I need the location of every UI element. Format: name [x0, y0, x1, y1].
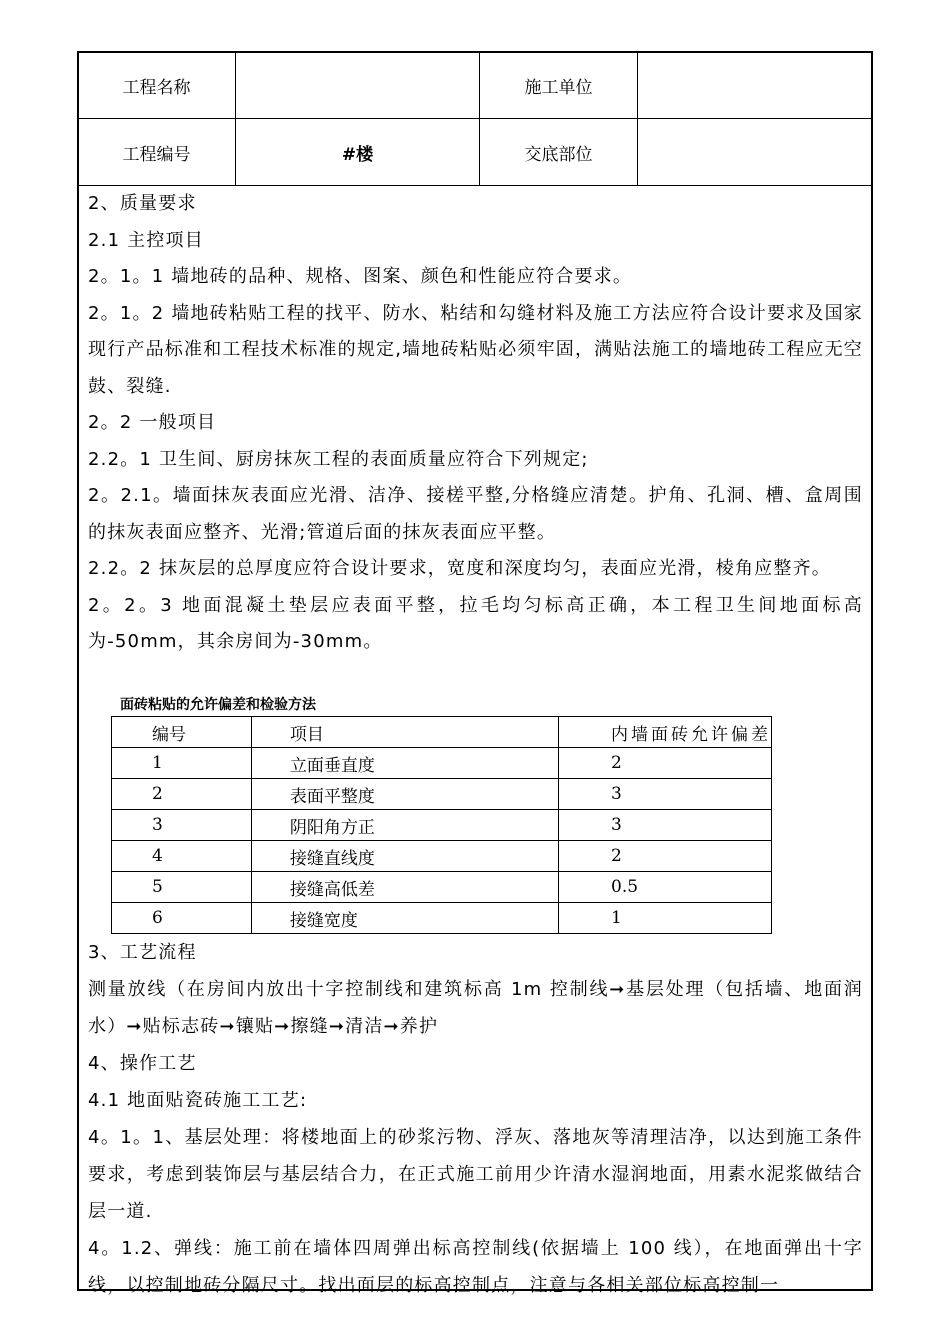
project-number-label: 工程编号	[78, 119, 236, 186]
header-row-1	[78, 52, 873, 119]
table-cell: 5	[112, 872, 252, 903]
table-cell: 立面垂直度	[251, 748, 558, 779]
table-cell: 接缝直线度	[251, 841, 558, 872]
table-cell: 6	[112, 903, 252, 934]
table-cell: 1	[559, 903, 772, 934]
deviation-table-title: 面砖粘贴的允许偏差和检验方法	[120, 697, 316, 713]
section-3-title: 3、工艺流程	[88, 942, 197, 963]
paragraph: 2。1。2 墙地砖粘贴工程的找平、防水、粘结和勾缝材料及施工方法应符合设计要求及国家现行产品标准和工程技术标准的规定,墙地砖粘贴必须牢固，满贴法施工的墙地砖工程应无空鼓、裂缝.	[88, 302, 863, 397]
paragraph: 2。2。3 地面混凝土垫层应表面平整，拉毛均匀标高正确，本工程卫生间地面标高为-50mm，其余房间为-30mm。	[88, 594, 863, 652]
table-row	[112, 872, 772, 903]
construction-unit-value	[638, 52, 873, 119]
table-cell: 0.5	[559, 872, 772, 903]
table-cell: 2	[112, 779, 252, 810]
paragraph: 测量放线（在房间内放出十字控制线和建筑标高 1m 控制线➞基层处理（包括墙、地面润水）➞贴标志砖➞镶贴➞擦缝➞清洁➞养护	[88, 979, 863, 1037]
paragraph: 2.1 主控项目	[88, 229, 204, 251]
section-2-title: 2、质量要求	[88, 193, 197, 214]
table-cell: 3	[559, 779, 772, 810]
paragraph: 2.2。2 抹灰层的总厚度应符合设计要求，宽度和深度均匀，表面应光滑，棱角应整齐。	[88, 558, 831, 579]
quality-requirements-section	[88, 186, 863, 661]
table-cell: 2	[559, 841, 772, 872]
table-row	[112, 779, 772, 810]
table-row	[112, 903, 772, 934]
paragraph: 4。1。1、基层处理：将楼地面上的砂浆污物、浮灰、落地灰等清理洁净，以达到施工条件要求，考虑到装饰层与基层结合力，在正式施工前用少许清水湿润地面，用素水泥浆做结合层一道.	[88, 1127, 863, 1222]
process-section	[88, 934, 863, 1304]
table-row	[112, 748, 772, 779]
paragraph: 4。1.2、弹线：施工前在墙体四周弹出标高控制线(依据墙上 100 线），在地面弹出十字线，以控制地砖分隔尺寸。找出面层的标高控制点，注意与各相关部位标高控制一	[88, 1238, 863, 1296]
header-cell: 内墙面砖允许偏差	[559, 717, 772, 748]
table-row	[112, 841, 772, 872]
table-cell: 接缝宽度	[251, 903, 558, 934]
table-cell: 4	[112, 841, 252, 872]
paragraph: 2。1。1 墙地砖的品种、规格、图案、颜色和性能应符合要求。	[88, 266, 633, 287]
deviation-table	[111, 716, 772, 934]
project-name-label: 工程名称	[78, 52, 236, 119]
paragraph: 2.2。1 卫生间、厨房抹灰工程的表面质量应符合下列规定;	[88, 448, 589, 470]
table-cell: 表面平整度	[251, 779, 558, 810]
deviation-table-header	[112, 717, 772, 748]
table-cell: 阴阳角方正	[251, 810, 558, 841]
section-4-title: 4、操作工艺	[88, 1053, 197, 1074]
project-number-value: #楼	[236, 119, 480, 186]
table-cell: 3	[112, 810, 252, 841]
header-cell: 项目	[251, 717, 558, 748]
paragraph: 4.1 地面贴瓷砖施工工艺:	[88, 1090, 308, 1111]
construction-unit-label: 施工单位	[480, 52, 638, 119]
table-row	[112, 810, 772, 841]
paragraph: 2。2 一般项目	[88, 412, 217, 433]
table-cell: 1	[112, 748, 252, 779]
header-table	[77, 51, 873, 186]
table-cell: 2	[559, 748, 772, 779]
header-cell: 编号	[112, 717, 252, 748]
disclosure-part-value	[638, 119, 873, 186]
project-name-value	[236, 52, 480, 119]
paragraph: 2。2.1。墙面抹灰表面应光滑、洁净、接槎平整,分格缝应清楚。护角、孔洞、槽、盒周围的抹灰表面应整齐、光滑;管道后面的抹灰表面应平整。	[88, 485, 863, 543]
table-cell: 3	[559, 810, 772, 841]
table-cell: 接缝高低差	[251, 872, 558, 903]
header-row-2	[78, 119, 873, 186]
disclosure-part-label: 交底部位	[480, 119, 638, 186]
